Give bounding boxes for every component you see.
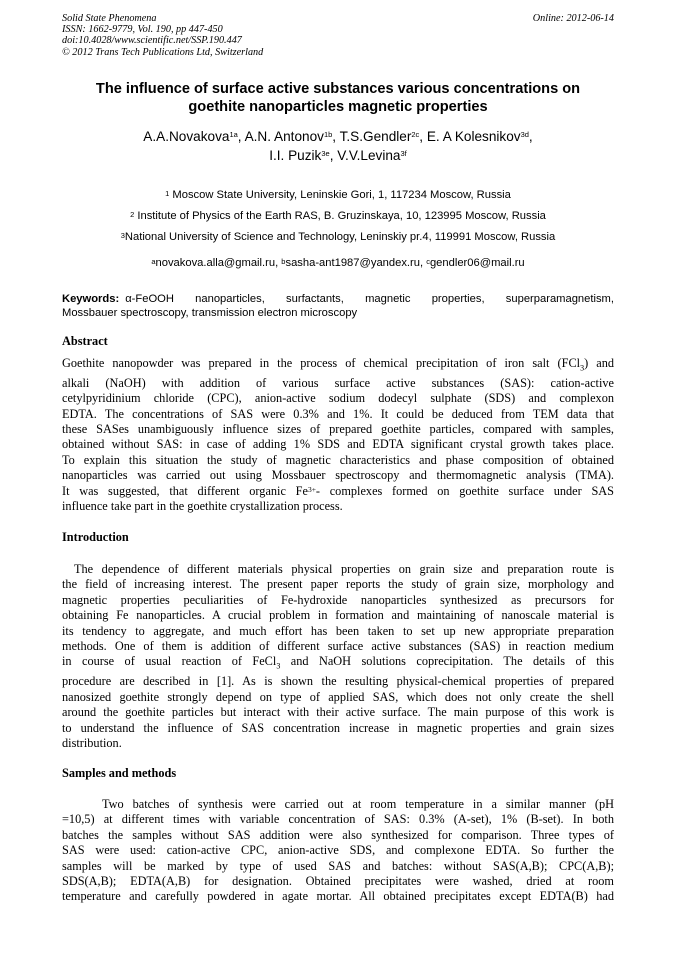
text-line: magnetic properties peculiarities of Fe-hydroxide nanoparticles synthesized as precursors for — [62, 592, 614, 607]
text-line: nanoparticles was carried out using Mossbauer spectroscopy and thermomagnetic analysis (TMA). — [62, 468, 614, 483]
keywords — [62, 292, 614, 320]
text-line: the field of increasing interest. The present paper reports the study of grain size, morphology and — [62, 577, 614, 592]
email-line — [62, 257, 614, 270]
text-line: obtained without SAS: in case of adding 1% SDS and EDTA significant crystal growth takes place. — [62, 437, 614, 452]
text-line: methods. One of them is addition of different surface active substances (SAS) in reaction medium — [62, 639, 614, 654]
text-line: influence take part in the goethite crystallization process. — [62, 499, 343, 514]
text-line: distribution. — [62, 735, 122, 750]
paper-title — [62, 80, 614, 116]
text-line: alkali (NaOH) with addition of various surface active substances (SAS): cation-active — [62, 375, 614, 390]
online-date: Online: 2012-06-14 — [532, 13, 614, 24]
text-run: It was suggested, that different organic Fe — [62, 483, 308, 498]
text-line: SAS were used: cation-active CPC, anion-active SDS, and complexone EDTA. So further the — [62, 843, 614, 858]
text-run: and NaOH solutions coprecipitation. The details of this — [280, 654, 614, 669]
journal-name: Solid State Phenomena — [62, 13, 157, 24]
text-line: EDTA. The concentrations of SAS were 0.3% and 1%. It could be deduced from TEM data that — [62, 406, 614, 421]
text-line — [62, 356, 614, 376]
methods-body — [62, 797, 614, 905]
author-separator: , — [528, 129, 533, 144]
keywords-line-1: α-FeOOH nanoparticles, surfactants, magnetic properties, superparamagnetism, — [125, 293, 614, 305]
author-name: , T.S.Gendler — [332, 129, 412, 144]
affiliation-number: 2 — [130, 210, 135, 219]
text-line: cetylpyridinium chloride (CPC), anion-active sodium dodecyl sulphate (SDS) and complexon — [62, 391, 614, 406]
issn-line: ISSN: 1662-9779, Vol. 190, pp 447-450 — [62, 24, 223, 36]
affiliation-text: Moscow State University, Leninskie Gori, 1, 117234 Moscow, Russia — [169, 189, 511, 201]
text-line: batches the samples without SAS addition were also synthesized for comparison. Three types of — [62, 827, 614, 842]
abstract-body — [62, 356, 614, 515]
email-address: sasha-ant1987@yandex.ru, — [285, 257, 427, 269]
text-line: obtaining Fe nanoparticles. A crucial problem in formation and maintaining of nanoscale material is — [62, 608, 614, 623]
keywords-line-2: Mossbauer spectroscopy, transmission electron microscopy — [62, 307, 358, 319]
author-superscript: 1a — [229, 130, 238, 139]
text-line — [62, 654, 614, 674]
affiliation-1 — [62, 189, 614, 202]
email-marker: c — [426, 257, 430, 266]
text-line — [62, 484, 614, 499]
text-line: these SASes unambiguously influence sizes of prepared goethite particles, compared with samples, — [62, 422, 614, 437]
affiliation-text: Institute of Physics of the Earth RAS, B. Gruzinskaya, 10, 123995 Moscow, Russia — [134, 210, 546, 222]
text-line: to understand the influence of SAS concentration increase in magnetic properties and grain sizes — [62, 720, 614, 735]
author-superscript: 3e — [321, 149, 330, 158]
text-run: Goethite nanopowder was prepared in the process of chemical precipitation of iron salt (FCl — [62, 356, 581, 370]
author-name: I.I. Puzik — [269, 148, 322, 163]
email-address: novakova.alla@gmail.ru, — [155, 257, 282, 269]
text-line: its tendency to aggregate, and much effort has been taken to set up new appropriate preparation — [62, 623, 614, 638]
text-run: - complexes formed on goethite surface under SAS — [315, 483, 615, 498]
journal-header — [62, 13, 614, 58]
text-line: SDS(A,B); EDTA(A,B) for designation. Obtained precipitates were washed, dried at room — [62, 874, 614, 889]
superscript: 3+ — [307, 484, 316, 494]
introduction-heading: Introduction — [62, 530, 129, 544]
introduction-body — [62, 562, 614, 751]
affiliation-2 — [62, 210, 614, 223]
affiliation-number: 3 — [120, 231, 125, 240]
text-run: in course of usual reaction of FeCl — [62, 654, 277, 669]
keywords-label: Keywords: — [62, 293, 120, 305]
author-superscript: 2c — [411, 130, 420, 139]
author-name: , A.N. Antonov — [237, 129, 324, 144]
author-name: , V.V.Levina — [329, 148, 401, 163]
text-line: nanosized goethite strongly depend on type of applied SAS, which does not only create the shell — [62, 689, 614, 704]
author-name: A.A.Novakova — [143, 129, 230, 144]
author-name: , E. A Kolesnikov — [419, 129, 521, 144]
author-superscript: 3d — [520, 130, 529, 139]
abstract-heading: Abstract — [62, 334, 108, 348]
text-run: ) and — [584, 356, 614, 370]
author-list — [62, 127, 614, 165]
email-address: gendler06@mail.ru — [429, 257, 525, 269]
subscript: 3 — [580, 363, 585, 373]
affiliation-number: 1 — [165, 189, 170, 198]
affiliation-3 — [62, 231, 614, 244]
subscript: 3 — [276, 661, 281, 671]
email-marker: b — [281, 257, 286, 266]
text-line: samples will be marked by type of used SAS and batches: without SAS(A,B); CPC(A,B); — [62, 858, 614, 873]
text-line: temperature and carefully powdered in agate mortar. All obtained precipitates except EDTA(B) had — [62, 889, 614, 904]
title-line-2: goethite nanoparticles magnetic properties — [188, 99, 488, 115]
text-line: To explain this situation the study of magnetic characteristics and phase composition of obtained — [62, 452, 614, 467]
copyright-line: © 2012 Trans Tech Publications Ltd, Switzerland — [62, 46, 264, 58]
author-superscript: 1b — [323, 130, 333, 139]
text-line: around the goethite particles but interact with their active surface. The main purpose of this work is — [62, 705, 614, 720]
text-line: procedure are described in [1]. As is shown the resulting physical-chemical properties of prepared — [62, 674, 614, 689]
email-marker: a — [151, 257, 156, 266]
text-line: Two batches of synthesis were carried out at room temperature in a similar manner (pH — [102, 797, 614, 811]
title-line-1: The influence of surface active substances various concentrations on — [95, 81, 581, 97]
text-line: =10,5) at different times with variable concentration of SAS: 0.3% (A-set), 1% (B-set). In both — [62, 812, 614, 827]
affiliation-text: National University of Science and Technology, Leninskiy pr.4, 119991 Moscow, Russia — [124, 231, 556, 243]
author-superscript: 3f — [400, 149, 407, 158]
text-line: The dependence of different materials physical properties on grain size and preparation route is — [74, 562, 614, 576]
doi-line: doi:10.4028/www.scientific.net/SSP.190.447 — [62, 35, 242, 47]
methods-heading: Samples and methods — [62, 766, 177, 780]
